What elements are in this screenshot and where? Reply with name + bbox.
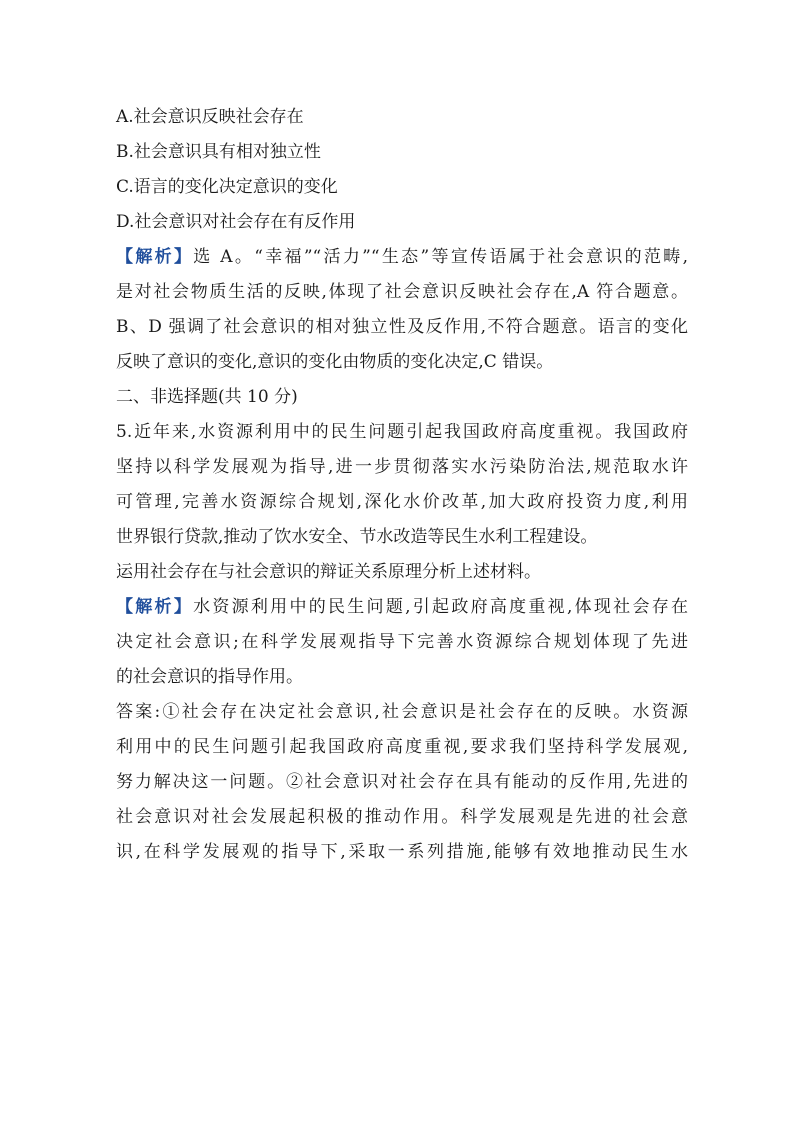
option-d: D.社会意识对社会存在有反作用 [116, 212, 356, 232]
question-5 [116, 415, 688, 590]
question-line: 可管理,完善水资源综合规划,深化水价改革,加大政府投资力度,利用 [116, 492, 688, 512]
document-page [116, 100, 688, 870]
analysis-line: 的社会意识的指导作用。 [116, 667, 303, 687]
analysis-line: B、D 强调了社会意识的相对独立性及反作用,不符合题意。语言的变化 [116, 317, 688, 337]
question-line: 5.近年来,水资源利用中的民生问题引起我国政府高度重视。我国政府 [116, 422, 688, 442]
question-line: 世界银行贷款,推动了饮水安全、节水改造等民生水利工程建设。 [116, 527, 598, 547]
option-b: B.社会意识具有相对独立性 [116, 142, 321, 162]
analysis-block-2 [116, 590, 688, 695]
answer-line: 识,在科学发展观的指导下,采取一系列措施,能够有效地推动民生水 [116, 842, 688, 862]
analysis-tag: 【解析】 [116, 597, 194, 617]
analysis-line: 反映了意识的变化,意识的变化由物质的变化决定,C 错误。 [116, 352, 554, 372]
answer-line: 答案:①社会存在决定社会意识,社会意识是社会存在的反映。水资源 [116, 702, 688, 722]
option-a: A.社会意识反映社会存在 [116, 107, 304, 127]
analysis-line: 决定社会意识;在科学发展观指导下完善水资源综合规划体现了先进 [116, 632, 688, 652]
answer-block [116, 695, 688, 870]
question-line: 坚持以科学发展观为指导,进一步贯彻落实水污染防治法,规范取水许 [116, 457, 688, 477]
analysis-tag: 【解析】 [116, 247, 194, 267]
analysis-line: 【解析】水资源利用中的民生问题,引起政府高度重视,体现社会存在 [116, 597, 688, 617]
option-c: C.语言的变化决定意识的变化 [116, 177, 338, 197]
analysis-line: 是对社会物质生活的反映,体现了社会意识反映社会存在,A 符合题意。 [116, 282, 688, 302]
answer-line: 努力解决这一问题。②社会意识对社会存在具有能动的反作用,先进的 [116, 772, 688, 792]
analysis-block-1 [116, 240, 688, 380]
analysis-line: 【解析】选 A。“幸福”“活力”“生态”等宣传语属于社会意识的范畴, [116, 247, 689, 267]
section-heading: 二、非选择题(共 10 分) [116, 387, 298, 407]
answer-line: 社会意识对社会发展起积极的推动作用。科学发展观是先进的社会意 [116, 807, 688, 827]
question-prompt: 运用社会存在与社会意识的辩证关系原理分析上述材料。 [116, 562, 541, 582]
answer-line: 利用中的民生问题引起我国政府高度重视,要求我们坚持科学发展观, [116, 737, 688, 757]
